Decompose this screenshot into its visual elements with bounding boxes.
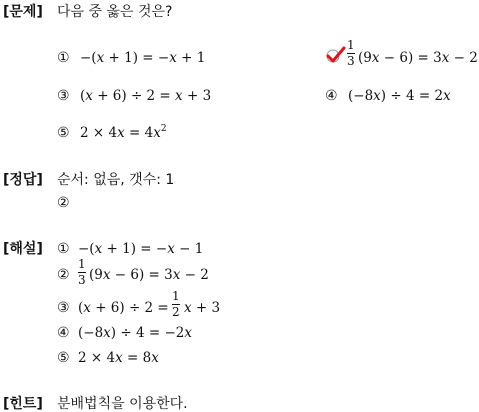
- explanation-3-number: ③: [57, 300, 70, 316]
- explanation-5-number: ⑤: [57, 350, 70, 366]
- explanation-2-fraction-denominator: 3: [78, 273, 86, 287]
- explanation-1-number: ①: [57, 241, 70, 257]
- question-prompt: 다음 중 옳은 것은?: [57, 4, 173, 20]
- explanation-3-fraction-denominator: 2: [172, 305, 180, 319]
- explanation-2-expression: (9x − 6) = 3x − 2: [89, 267, 209, 283]
- explanation-3-expression-left: (x + 6) ÷ 2 =: [78, 300, 169, 316]
- explanation-2-number: ②: [57, 267, 70, 283]
- choice-1-number[interactable]: ①: [57, 50, 70, 66]
- explanation-label: [해설]: [3, 241, 43, 257]
- choice-4-expression: (−8x) ÷ 4 = 2x: [348, 88, 451, 104]
- choice-2-fraction-denominator: 3: [347, 54, 355, 68]
- hint-text: 분배법칙을 이용한다.: [57, 396, 188, 412]
- explanation-1-expression: −(x + 1) = −x − 1: [78, 241, 204, 257]
- question-label: [문제]: [3, 4, 43, 20]
- explanation-4-number: ④: [57, 325, 70, 341]
- answer-info: 순서: 없음, 갯수: 1: [57, 172, 175, 188]
- choice-3-expression: (x + 6) ÷ 2 = x + 3: [80, 88, 212, 104]
- choice-2-fraction-numerator: 1: [347, 38, 355, 52]
- choice-3-number[interactable]: ③: [57, 88, 70, 104]
- choice-1-expression: −(x + 1) = −x + 1: [80, 50, 206, 66]
- choice-2-expression: (9x − 6) = 3x − 2: [358, 50, 478, 66]
- choice-2-fraction: [347, 39, 355, 68]
- explanation-3-fraction: [172, 290, 180, 319]
- explanation-3-fraction-numerator: 1: [172, 289, 180, 303]
- explanation-4-expression: (−8x) ÷ 4 = −2x: [78, 325, 192, 341]
- choice-5-number[interactable]: ⑤: [57, 125, 70, 141]
- answer-value: ②: [57, 195, 70, 211]
- answer-label: [정답]: [3, 172, 43, 188]
- choice-5-expression: $2 \times 4x = 4x^2$: [80, 124, 167, 141]
- explanation-5-expression: 2 × 4x = 8x: [78, 350, 159, 366]
- choice-4-number[interactable]: ④: [325, 88, 338, 104]
- explanation-2-fraction: [78, 258, 86, 287]
- hint-label: [힌트]: [3, 396, 43, 412]
- checkmark-icon: [326, 45, 346, 65]
- explanation-3-expression-right: x + 3: [184, 300, 221, 316]
- explanation-2-fraction-numerator: 1: [78, 257, 86, 271]
